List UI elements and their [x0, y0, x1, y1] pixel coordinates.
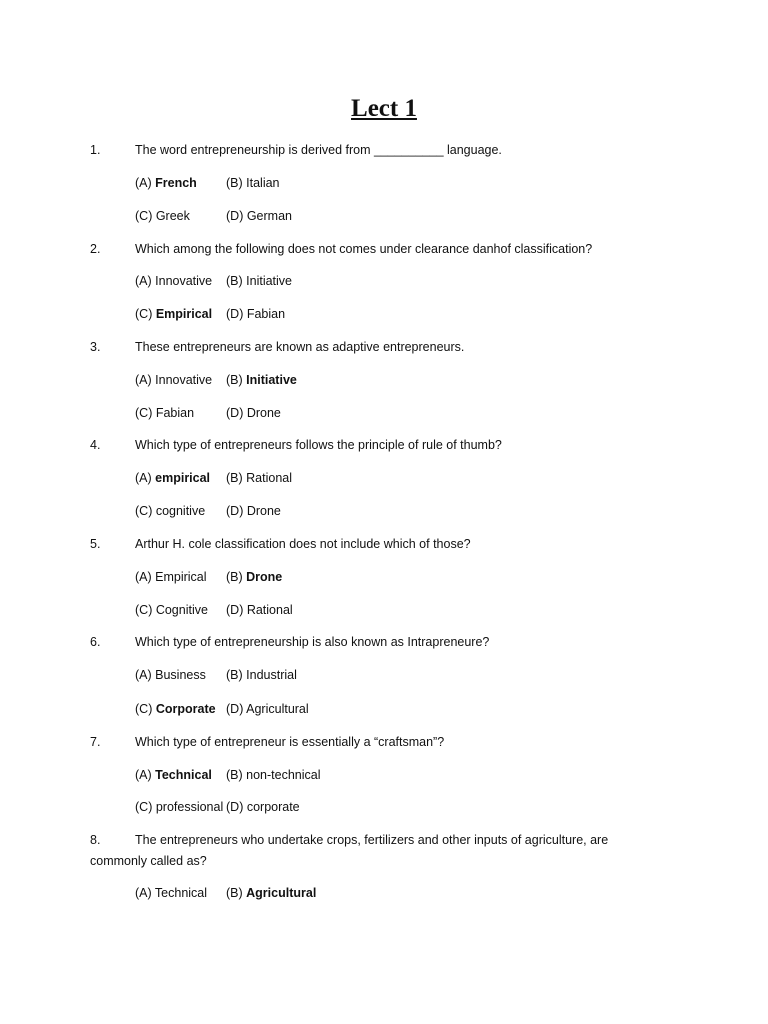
option-label: Technical — [154, 886, 208, 900]
option-b: (B) Italian — [226, 176, 280, 190]
option-label: Rational — [246, 603, 293, 617]
question-number: 4. — [90, 438, 101, 452]
option-d: (D) Rational — [226, 603, 293, 617]
option-c: (C) Fabian — [135, 406, 195, 420]
option-label: Initiative — [246, 373, 297, 387]
option-c: (C) Corporate — [135, 702, 216, 716]
option-label: Drone — [246, 504, 281, 518]
option-a: (A) Innovative — [135, 274, 213, 288]
question-text: Which among the following does not comes under clearance danhof classification? — [135, 242, 593, 256]
question-text-continued: commonly called as? — [90, 854, 207, 868]
option-b: (B) Rational — [226, 471, 293, 485]
question-number: 8. — [90, 833, 101, 847]
option-label: empirical — [155, 471, 211, 485]
option-label: Empirical — [155, 570, 207, 584]
option-d: (D) Drone — [226, 406, 281, 420]
option-a: (A) empirical — [135, 471, 211, 485]
option-label: Agricultural — [246, 886, 317, 900]
option-b: (B) non-technical — [226, 768, 321, 782]
option-label: Agricultural — [246, 702, 309, 716]
question-number: 6. — [90, 635, 101, 649]
option-c: (C) Empirical — [135, 307, 213, 321]
option-b: (B) Drone — [226, 570, 283, 584]
option-c: (C) professional — [135, 800, 224, 814]
option-a: (A) Technical — [135, 886, 208, 900]
option-b: (B) Initiative — [226, 274, 292, 288]
question-text: Which type of entrepreneurs follows the principle of rule of thumb? — [135, 438, 502, 452]
option-label: French — [155, 176, 197, 190]
option-label: Innovative — [155, 373, 213, 387]
option-label: Cognitive — [155, 603, 208, 617]
option-a: (A) Innovative — [135, 373, 213, 387]
option-label: Business — [155, 668, 206, 682]
question-number: 2. — [90, 242, 101, 256]
option-label: Innovative — [155, 274, 213, 288]
option-label: Drone — [246, 406, 281, 420]
option-c: (C) cognitive — [135, 504, 206, 518]
option-label: Greek — [155, 209, 190, 223]
option-b: (B) Initiative — [226, 373, 297, 387]
question-text: The word entrepreneurship is derived from __________ language. — [135, 143, 502, 157]
option-label: professional — [155, 800, 224, 814]
question-number: 3. — [90, 340, 101, 354]
option-d: (D) Agricultural — [226, 702, 309, 716]
option-label: Industrial — [246, 668, 297, 682]
option-c: (C) Cognitive — [135, 603, 208, 617]
question-text: The entrepreneurs who undertake crops, fertilizers and other inputs of agriculture, are — [135, 833, 609, 847]
question-number: 7. — [90, 735, 101, 749]
option-label: cognitive — [155, 504, 206, 518]
question-text: Which type of entrepreneurship is also known as Intrapreneure? — [135, 635, 490, 649]
option-d: (D) Drone — [226, 504, 281, 518]
option-label: Empirical — [155, 307, 213, 321]
option-a: (A) Business — [135, 668, 206, 682]
option-label: Drone — [246, 570, 283, 584]
option-label: Corporate — [155, 702, 216, 716]
option-label: Rational — [246, 471, 293, 485]
option-d: (D) corporate — [226, 800, 300, 814]
option-a: (A) Technical — [135, 768, 212, 782]
option-a: (A) French — [135, 176, 197, 190]
option-label: Italian — [246, 176, 280, 190]
question-text: These entrepreneurs are known as adaptive entrepreneurs. — [135, 340, 465, 354]
option-label: Initiative — [246, 274, 292, 288]
option-label: Fabian — [155, 406, 195, 420]
option-label: Fabian — [246, 307, 286, 321]
option-a: (A) Empirical — [135, 570, 207, 584]
page-title: Lect 1 — [351, 95, 417, 122]
question-text: Which type of entrepreneur is essentially a “craftsman”? — [135, 735, 445, 749]
question-number: 1. — [90, 143, 101, 157]
question-text: Arthur H. cole classification does not include which of those? — [135, 537, 471, 551]
option-c: (C) Greek — [135, 209, 190, 223]
option-label: Technical — [155, 768, 212, 782]
option-label: non-technical — [246, 768, 321, 782]
option-b: (B) Agricultural — [226, 886, 317, 900]
option-label: German — [246, 209, 292, 223]
option-label: corporate — [246, 800, 300, 814]
option-d: (D) Fabian — [226, 307, 286, 321]
option-d: (D) German — [226, 209, 292, 223]
option-b: (B) Industrial — [226, 668, 297, 682]
question-number: 5. — [90, 537, 101, 551]
